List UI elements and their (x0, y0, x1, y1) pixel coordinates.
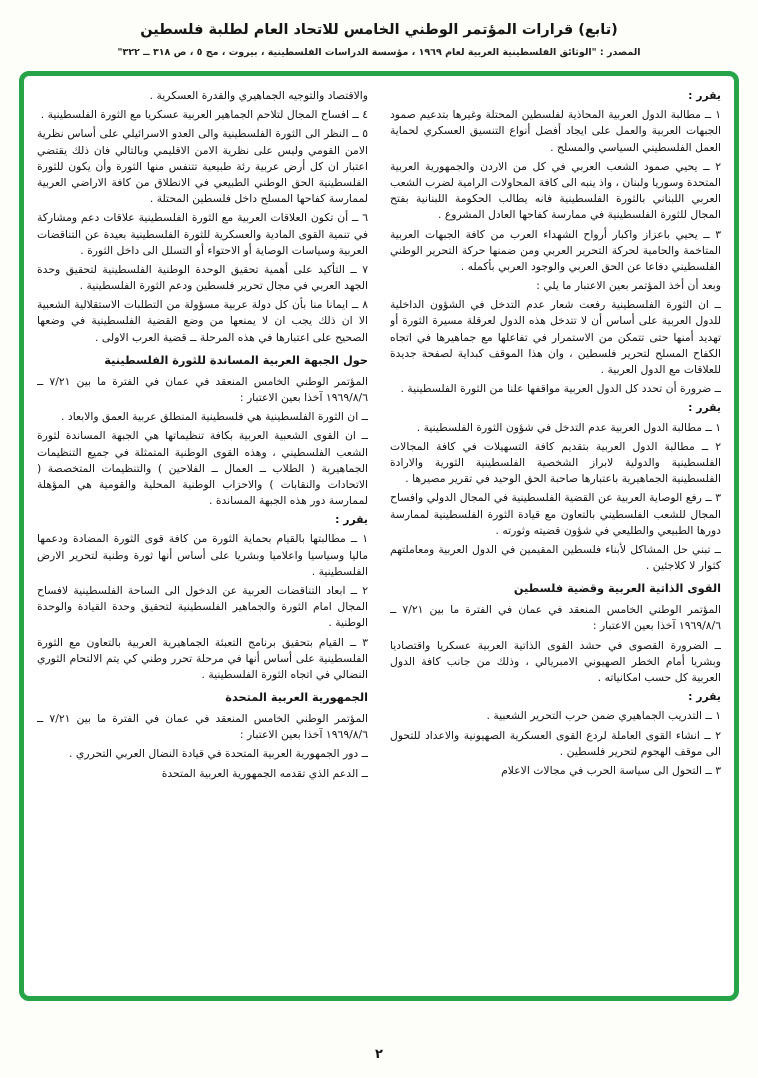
paragraph: ٢ ــ انشاء القوى العاملة لردع القوى العسكرية الصهيونية والاعداد للتحول الى موقف الهجوم لتحرير فلسطين . (390, 728, 721, 758)
paragraph: المؤتمر الوطني الخامس المنعقد في عمان في الفترة ما بين ٧/٢١ ــ ١٩٦٩/٨/٦ آخذا بعين الاعتبار : (390, 603, 721, 633)
decree-label: يقرر : (335, 513, 368, 527)
paragraph: المؤتمر الوطني الخامس المنعقد في عمان في الفترة ما بين ٧/٢١ ــ ١٩٦٩/٨/٦ آخذا بعين الاعتبار : (37, 712, 368, 742)
paragraph: ٢ ــ مطالبة الدول العربية بتقديم كافة التسهيلات في كافة المجالات الفلسطينية والدولية لابراز الشخصية الفلسطينية الثورية والارادة الفلسطينية الجماهيرية باعتبارها صاحبة الحق الوحيد في تقرير مصيرها . (390, 439, 721, 486)
paragraph: ١ ــ مطالبتها بالقيام بحماية الثورة من كافة قوى الثورة المضادة ودعمها ماليا وسياسيا واعلاميا وبشريا على أساس أنها ثورة وطنية لتحرير الارض الفلسطينية . (37, 532, 368, 578)
column-right (390, 88, 721, 984)
paragraph: المؤتمر الوطني الخامس المنعقد في عمان في الفترة ما بين ٧/٢١ ــ ١٩٦٩/٨/٦ آخذا بعين الاعتبار : (37, 374, 368, 404)
paragraph: ٢ ــ ابعاد التناقضات العربية عن الدخول الى الساحة الفلسطينية لافساح المجال امام الثورة والجماهير الفلسطينية لتحقيق وحدة القيادة والوحدة الوطنية . (37, 584, 368, 630)
decree-label: يقرر : (688, 89, 721, 102)
paragraph: ٣ ــ القيام بتحقيق برنامج التعبئة الجماهيرية العربية بالتعاون مع الثورة الفلسطينية على أساس أنها في مرحلة تحرر وطني كي يتم الالتحام الثوري النضالي في اتجاه الثورة الفلسطينية . (37, 635, 368, 681)
document-header (0, 22, 758, 58)
section-heading: حول الجبهة العربية المساندة للثورة الفلسطينية (104, 353, 368, 367)
paragraph: ١ ــ مطالبة الدول العربية المحاذية لفلسطين المحتلة وغيرها بتدعيم صمود الجبهات العربية والعمل على ايجاد أفضل أنواع التنسيق العسكري لحماية العمل الفلسطيني السياسي والمسلح . (390, 108, 721, 154)
paragraph: ١ ــ مطالبة الدول العربية عدم التدخل في شؤون الثورة الفلسطينية . (416, 420, 721, 434)
section-heading: القوى الذاتية العربية وقضية فلسطين (513, 582, 721, 596)
paragraph: ٦ ــ أن تكون العلاقات العربية مع الثورة الفلسطينية علاقات دعم ومشاركة في تنمية القوى المادية والعسكرية للثورة الفلسطينية بعيدة عن التناقضات العربية وسياسات الوصاية أو الاحتواء أو التسلل الى داخل الثورة . (37, 211, 368, 257)
decree-label: يقرر : (688, 401, 721, 415)
paragraph: ٨ ــ ايمانا منا بأن كل دولة عربية مسؤولة من التطلبات الاستقلالية الشعبية الا ان ذلك يجب ان لا يمنعها من وضع القضية الفلسطينية في وضعها الصحيح على اعتبارها في هذه المرحلة ــ قضية العرب الاولى . (37, 298, 368, 344)
source-citation: المصدر : "الوثائق الفلسطينية العربية لعام ١٩٦٩ ، مؤسسة الدراسات الفلسطينية ، بيروت ، مج ٥ ، ص ٣١٨ ــ ٣٢٢" (117, 47, 641, 58)
paragraph: ــ ان القوى الشعبية العربية بكافة تنظيماتها هي الجبهة المساندة لثورة الشعب الفلسطيني ، وهذه القوى الوطنية المتمثلة في جميع التنظيمات الجماهيرية ( الطلاب ــ العمال ــ الفلاحين ) والتنظيمات المتخصصة ( الاتحادات والنقابات ) والاحزاب الوطنية المحلية والقومية هي المؤهلة لممارسة دور هذه الجبهة المساندة . (37, 429, 368, 508)
content-frame (19, 71, 739, 1001)
paragraph: ــ الضرورة القصوى في حشد القوى الذاتية العربية عسكريا واقتصاديا وبشريا أمام الخطر الصهيوني الامبريالي ، وذلك من جانب كافة الدول العربية كل حسب امكانياته . (390, 638, 721, 684)
decree-label: يقرر : (688, 690, 721, 704)
section-heading: الجمهورية العربية المتحدة (225, 691, 368, 705)
paragraph: ــ ان الثورة الفلسطينية هي فلسطينية المنطلق عربية العمق والابعاد . (61, 410, 368, 424)
paragraph: ــ تبني حل المشاكل لأبناء فلسطين المقيمين في الدول العربية ومعاملتهم كثوار لا كلاجئين . (390, 542, 721, 573)
paragraph: ــ الدعم الذي تقدمه الجمهورية العربية المتحدة (161, 766, 368, 780)
paragraph: وبعد أن أخذ المؤتمر بعين الاعتبار ما يلي : (536, 279, 721, 293)
paragraph: ــ دور الجمهورية العربية المتحدة في قيادة النضال العربي التحرري . (69, 747, 368, 761)
paragraph: ٣ ــ يحيي باعزاز واكبار أرواح الشهداء العرب من كافة الجبهات العربية المتاخمة والحامية لحركة التحرير العربي ومن ضمنها حركة التحرير الوطني الفلسطيني دفاعا عن الحق العربي والوجود العربي بأكمله . (390, 227, 721, 273)
text-columns (37, 88, 721, 984)
paragraph: ٤ ــ افساح المجال لتلاحم الجماهير العربية عسكريا مع الثورة الفلسطينية . (40, 108, 368, 122)
document-title: (تابع) قرارات المؤتمر الوطني الخامس للاتحاد العام لطلبة فلسطين (140, 22, 618, 38)
paragraph: ١ ــ التدريب الجماهيري ضمن حرب التحرير الشعبية . (486, 709, 721, 723)
paragraph: ٣ ــ التحول الى سياسة الحرب في مجالات الاعلام (501, 763, 721, 777)
column-left (37, 88, 368, 984)
paragraph: ٥ ــ النظر الى الثورة الفلسطينية والى العدو الاسرائيلي على أساس نظرية الامن القومي وليس على نظرية الامن الاقليمي وبالتالي فان ذلك يقتضي اعتبار ان كل أرض عربية رئة طبيعية تتنفس منها الثورة وأن يكون للثورة الفلسطينية الحق الوطني الطبيعي في الانطلاق من كافة الاراضي العربية لممارسة كفاحها المسلح داخل فلسطين المحتلة . (37, 127, 368, 206)
paragraph: ٧ ــ التأكيد على أهمية تحقيق الوحدة الوطنية الفلسطينية لتحقيق وحدة الجهد العربي في مجال تحرير فلسطين ودعم الثورة الفلسطينية . (37, 262, 368, 293)
paragraph: ٣ ــ رفع الوصاية العربية عن القضية الفلسطينية في المجال الدولي وافساح المجال للشعب الفلسطيني بالتعاون مع قيادة الثورة الفلسطينية لممارسة دورها الطبيعي والطليعي في شؤون قضيته وثورته . (390, 491, 721, 537)
paragraph: ــ ان الثورة الفلسطينية رفعت شعار عدم التدخل في الشؤون الداخلية للدول العربية على أساس أن لا تتدخل هذه الدول لعرقلة مسيرة الثورة أو تهديد أمنها حتى تتمكن من الاستمرار في تفاعلها مع جماهيرها في اتجاه الكفاح المسلح لتحرير فلسطين ، وان هذا الموقف كبداية لصفحة جديدة للعلاقات مع الدول العربية . (390, 298, 721, 376)
page-number: ٢ (375, 1047, 383, 1062)
paragraph: والاقتصاد والتوجيه الجماهيري والقدرة العسكرية . (149, 89, 368, 102)
paragraph: ــ ضرورة أن تحدد كل الدول العربية مواقفها علنا من الثورة الفلسطينية . (400, 382, 721, 396)
paragraph: ٢ ــ يحيي صمود الشعب العربي في كل من الاردن والجمهورية العربية المتحدة وسوريا ولبنان ، واذ ينبه الى كافة المحاولات الرامية لضرب الشعب العربي اللبناني بالثورة الفلسطينية فانه يطالب الحكومة اللبنانية بفتح المجال للثورة الفلسطينية في ممارسة كفاحها العادل المشروع . (390, 159, 721, 222)
